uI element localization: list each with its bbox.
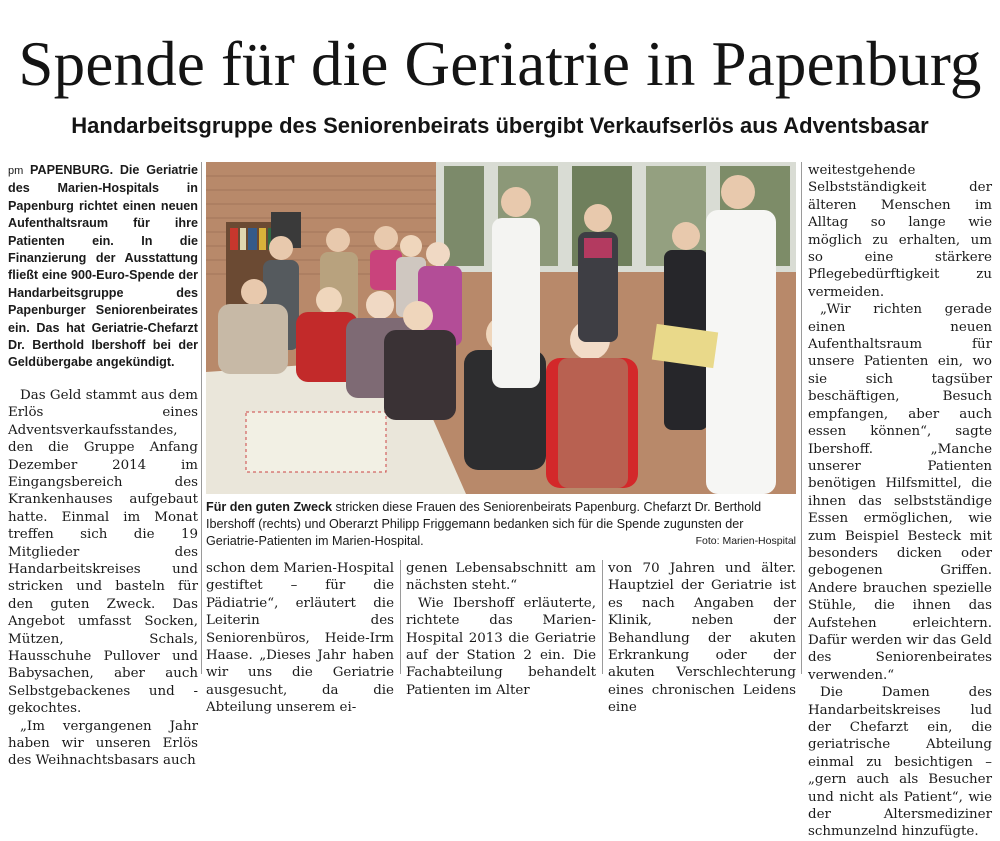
body-paragraph: schon dem Marien-Hospital gestiftet – für die Pädiatrie“, erläutert die Leiterin des Seniorenbüros, Heide-Irm Haase. „Dieses Jahr haben wir uns die Geriatrie ausgesucht, da die Abteilung unserem ei-: [206, 561, 394, 716]
article-photo: [206, 162, 796, 494]
article-column-2: [206, 560, 394, 716]
body-paragraph: genen Lebensabschnitt am nächsten steht.“: [406, 561, 596, 594]
lead-paragraph: [8, 162, 198, 372]
caption-text: stricken diese Frauen des Seniorenbeirats Papenburg. Chefarzt Dr. Berthold Ibershoff (rechts) und Oberarzt Philipp Friggemann bedanken sich für die Spende zugunsten der Geriatrie-Patienten im Marien-Hospital.: [206, 500, 762, 548]
group-photo-illustration: [206, 162, 796, 494]
body-paragraph: Das Geld stammt aus dem Erlös eines Adventsverkaufsstandes, den die Gruppe Anfang Dezember 2014 im Eingangsbereich des Krankenhauses aufgebaut hatte. Einmal im Monat treffen sich die 19 Mitglieder des Handarbeitskreises und stricken und basteln für den guten Zweck. Das Angebot umfasst Socken, Mützen, Schals, Hausschuhe Pullover und Babysachen, aber auch Selbstgebackenes und -gekochtes.: [8, 387, 198, 717]
column-rule: [801, 162, 802, 674]
author-initials: pm: [8, 165, 24, 177]
photo-credit: Foto: Marien-Hospital: [695, 535, 796, 547]
caption-heading: Für den guten Zweck: [206, 500, 332, 514]
article-column-1: [8, 162, 198, 769]
article-column-4: [608, 560, 796, 716]
body-paragraph: Wie Ibershoff erläuterte, richtete das Marien-Hospital 2013 die Geriatrie auf der Station 2 ein. Die Fachabteilung behandelt Patienten im Alter: [406, 595, 596, 698]
body-paragraph: „Im vergangenen Jahr haben wir unseren Erlös des Weihnachtsbasars auch: [8, 718, 198, 769]
photo-caption: [206, 499, 796, 550]
lead-text: PAPENBURG. Die Geriatrie des Marien-Hospitals in Papenburg richtet einen neuen Aufenthaltsraum für ihre Patienten ein. In die Finanzierung der Ausstattung fließt eine 900-Euro-Spende der Handarbeitsgruppe des Papenburger Seniorenbeirates ein. Das hat Geriatrie-Chefarzt Dr. Berthold Ibershoff bei der Geldübergabe angekündigt.: [8, 163, 198, 370]
subheadline: Handarbeitsgruppe des Seniorenbeirats übergibt Verkaufserlös aus Adventsbasar: [71, 113, 929, 138]
body-paragraph: Die Damen des Handarbeitskreises lud der Chefarzt ein, die geriatrische Abteilung einmal zu besichtigen – „gern auch als Besucher und nicht als Patient“, wie der Altersmediziner schmunzelnd hinzufügte.: [808, 685, 992, 840]
body-paragraph: weitestgehende Selbstständigkeit der älteren Menschen im Alltag so lange wie möglich zu erhalten, um so eine stärkere Pflegebedürftigkeit zu vermeiden.: [808, 163, 992, 300]
column-rule: [602, 560, 603, 674]
column-rule: [201, 162, 202, 674]
body-paragraph: von 70 Jahren und älter. Hauptziel der Geriatrie ist es nach Angaben der Klinik, neben der Behandlung der akuten Erkrankung oder der akuten Verschlechterung eines chronischen Leidens eine: [608, 561, 796, 716]
column-rule: [400, 560, 401, 674]
article-column-3: [406, 560, 596, 698]
article-column-5: [808, 162, 992, 840]
body-paragraph: „Wir richten gerade einen neuen Aufenthaltsraum für unsere Patienten ein, wo sie sich tagsüber beschäftigen, Besuch empfangen, aber auch essen können“, sagte Ibershoff. „Manche unserer Patienten benötigen Hilfsmittel, die ihnen das selbstständige Essen ermöglichen, wie zum Beispiel Besteck mit besonders dicken oder gebogenen Griffen. Andere brauchen spezielle Stühle, die ihnen das Aufstehen erleichtern. Dafür werden wir das Geld des Seniorenbeirates verwenden.“: [808, 302, 992, 683]
headline: Spende für die Geriatrie in Papenburg: [18, 29, 982, 99]
